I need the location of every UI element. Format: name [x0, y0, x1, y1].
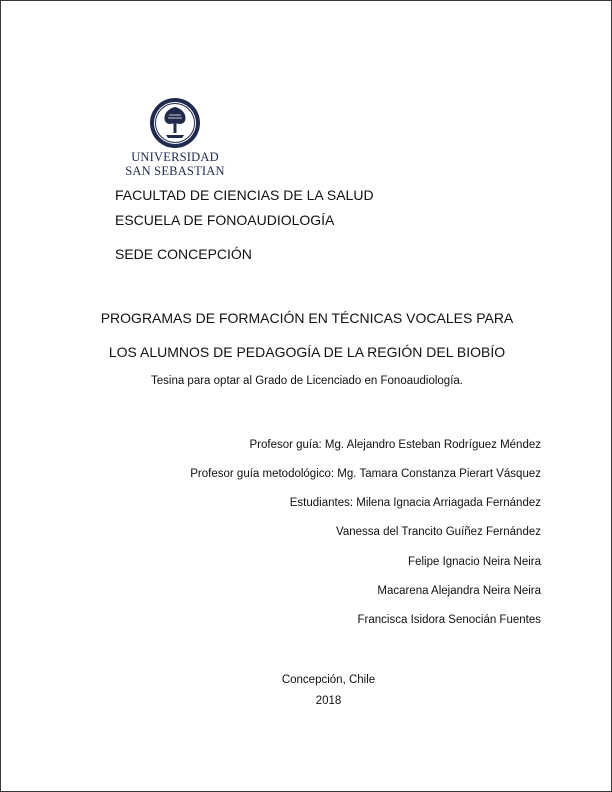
- year: 2018: [315, 695, 342, 707]
- thesis-subtitle: Tesina para optar al Grado de Licenciado en Fonoaudiología.: [151, 375, 463, 387]
- student-name: Macarena Alejandra Neira Neira: [377, 585, 541, 597]
- thesis-title-line2: LOS ALUMNOS DE PEDAGOGÍA DE LA REGIÓN DEL BIOBÍO: [108, 344, 506, 360]
- student-name: Estudiantes: Milena Ignacia Arriagada Fernández: [289, 497, 541, 509]
- student-name: Vanessa del Trancito Guíñez Fernández: [336, 526, 541, 538]
- university-seal-icon: [149, 97, 201, 149]
- place: Concepción, Chile: [281, 674, 376, 686]
- student-name: Felipe Ignacio Neira Neira: [408, 556, 541, 568]
- logo-text-line1: UNIVERSIDAD: [131, 150, 219, 164]
- school-name: ESCUELA DE FONOAUDIOLOGÍA: [115, 212, 335, 228]
- faculty-name: FACULTAD DE CIENCIAS DE LA SALUD: [115, 187, 374, 203]
- thesis-title-line1: PROGRAMAS DE FORMACIÓN EN TÉCNICAS VOCALES PARA: [100, 310, 514, 326]
- logo-text-line2: SAN SEBASTIAN: [125, 163, 225, 178]
- university-logo: [117, 97, 233, 181]
- method-advisor: Profesor guía metodológico: Mg. Tamara Constanza Pierart Vásquez: [190, 468, 541, 480]
- advisor: Profesor guía: Mg. Alejandro Esteban Rodríguez Méndez: [249, 439, 541, 451]
- campus-name: SEDE CONCEPCIÓN: [115, 246, 252, 262]
- student-name: Francisca Isidora Senocián Fuentes: [357, 614, 541, 626]
